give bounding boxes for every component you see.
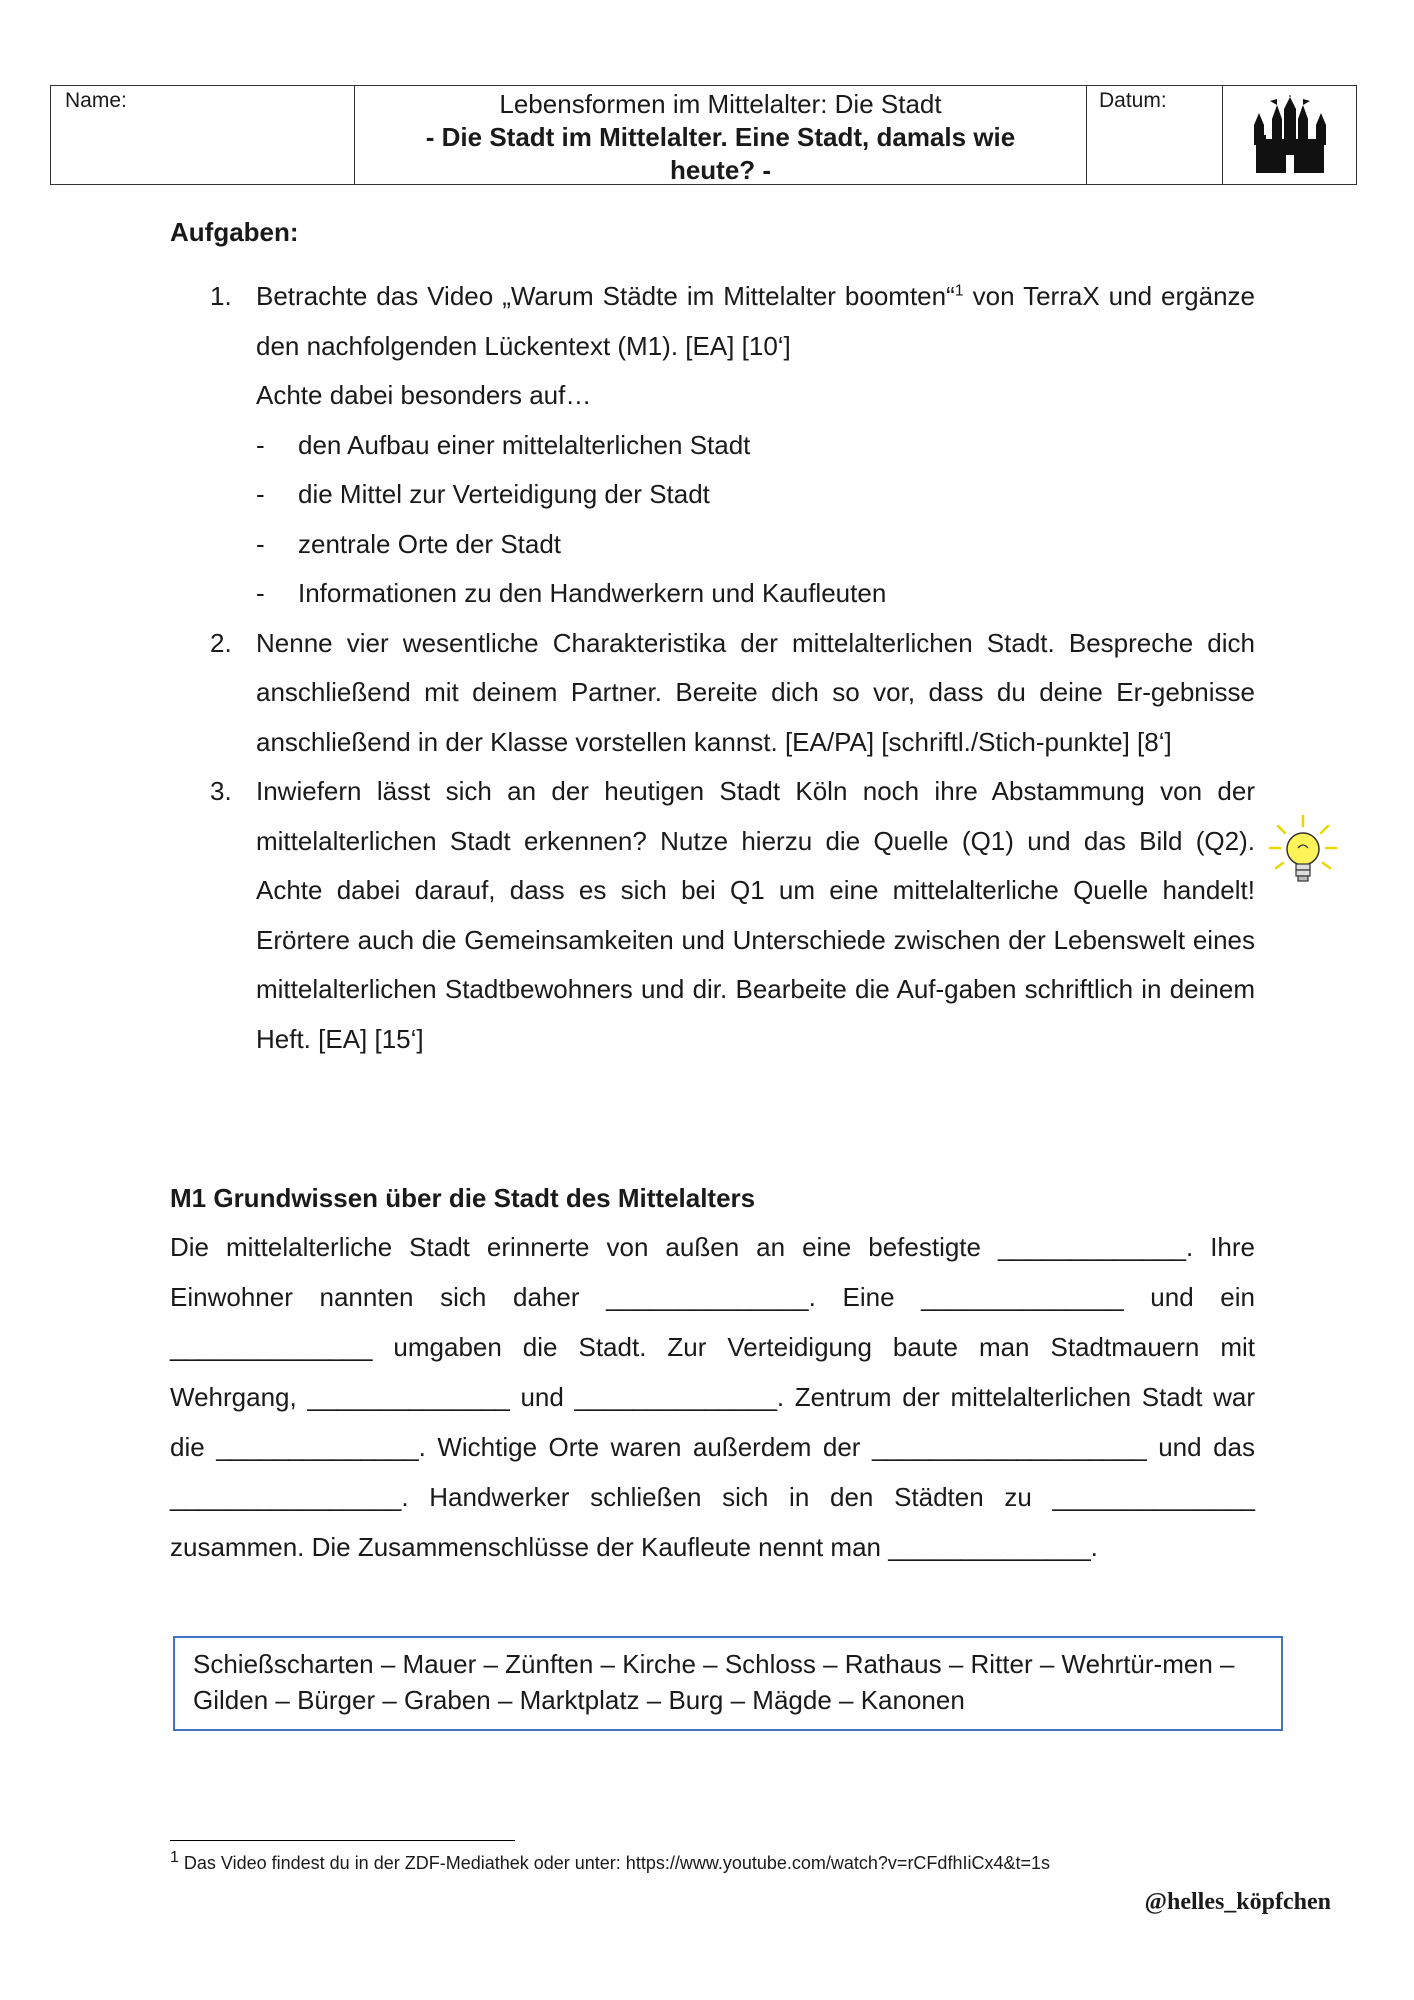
name-label: Name:	[65, 89, 127, 112]
subitem: - die Mittel zur Verteidigung der Stadt	[256, 479, 710, 509]
cloze-text[interactable]: Die mittelalterliche Stadt erinnerte von außen an eine befestigte _____________. Ihre Einwohner nannten sich daher ______________. Eine ______________ und ein ______________ umgaben die Stadt. Zur Verteidigung baute man Stadtmauern mit Wehrgang, ______________ und ______________. Zentrum der mittelalterlichen Stadt war die ______________. Wichtige Orte waren außerdem der ___________________ und das ________________. Handwerker schließen sich in den Städten zu ______________ zusammen. Die Zusammenschlüsse der Kaufleute nennt man ______________.	[170, 1232, 1255, 1562]
footnote-text: Das Video findest du in der ZDF-Mediathek oder unter: https://www.youtube.com/watch?v=rCFdfhIiCx4&t=1s	[178, 1853, 1050, 1873]
m1-heading: M1 Grundwissen über die Stadt des Mittelalters	[170, 1183, 756, 1213]
tasks-heading: Aufgaben:	[170, 217, 299, 247]
task-number: 2.	[210, 627, 232, 658]
task-text: Inwiefern lässt sich an der heutigen Stadt Köln noch ihre Abstammung von der mittelalterlichen Stadt erkennen? Nutze hierzu die Quelle (Q1) und das Bild (Q2). Achte dabei darauf, dass es sich bei Q1 um eine mittelalterliche Quelle handelt! Erörtere auch die Gemeinsamkeiten und Unterschiede zwischen der Lebenswelt eines mittelalterlichen Stadtbewohners und dir. Bearbeite die Auf-gaben schriftlich in deinem Heft. [EA] [15‘]	[256, 776, 1255, 1054]
logo-cell	[1223, 86, 1356, 184]
footnote	[170, 1849, 1050, 1874]
footnote-marker: 1	[170, 1849, 179, 1866]
date-field[interactable]	[1087, 86, 1223, 184]
word-bank-text: Schießscharten – Mauer – Zünften – Kirche – Schloss – Rathaus – Ritter – Wehrtür-men – Gilden – Bürger – Graben – Marktplatz – Burg – Mägde – Kanonen	[193, 1649, 1235, 1715]
subitem: - zentrale Orte der Stadt	[256, 528, 562, 559]
subitem: - den Aufbau einer mittelalterlichen Stadt	[256, 429, 751, 460]
castle-icon	[1250, 95, 1330, 175]
footnote-divider	[170, 1840, 515, 1841]
task-number: 3.	[210, 776, 232, 806]
task-item-2	[170, 619, 1255, 768]
task-intro: Achte dabei besonders auf…	[256, 380, 592, 410]
name-field[interactable]	[51, 86, 355, 184]
task-list	[170, 272, 1255, 1064]
lightbulb-icon	[1268, 812, 1338, 902]
footnote-ref[interactable]: 1	[954, 282, 964, 300]
header-table	[50, 85, 1357, 185]
task-text: Nenne vier wesentliche Charakteristika der mittelalterlichen Stadt. Bespreche dich anschließend mit deinem Partner. Bereite dich so vor, dass du deine Er-gebnisse anschließend in der Klasse vorstellen kannst. [EA/PA] [schriftl./Stich-punkte] [8‘]	[256, 627, 1255, 757]
date-label: Datum:	[1099, 89, 1167, 112]
task-item-1	[170, 272, 1255, 619]
task-number: 1.	[210, 281, 232, 311]
worksheet-title: Lebensformen im Mittelalter: Die Stadt	[499, 89, 942, 119]
word-bank	[173, 1636, 1283, 1731]
subitem: - Informationen zu den Handwerkern und Kaufleuten	[256, 578, 887, 608]
worksheet-subtitle: - Die Stadt im Mittelalter. Eine Stadt, damals wie heute? -	[425, 122, 1016, 185]
author-credit: @helles_köpfchen	[1144, 1889, 1331, 1915]
task-text: Betrachte das Video „Warum Städte im Mittelalter boomten“$^1$ von TerraX und ergänze den nachfolgenden Lückentext (M1). [EA] [10‘]	[256, 281, 1255, 361]
task-item-3	[170, 767, 1255, 1064]
title-cell	[355, 86, 1087, 184]
